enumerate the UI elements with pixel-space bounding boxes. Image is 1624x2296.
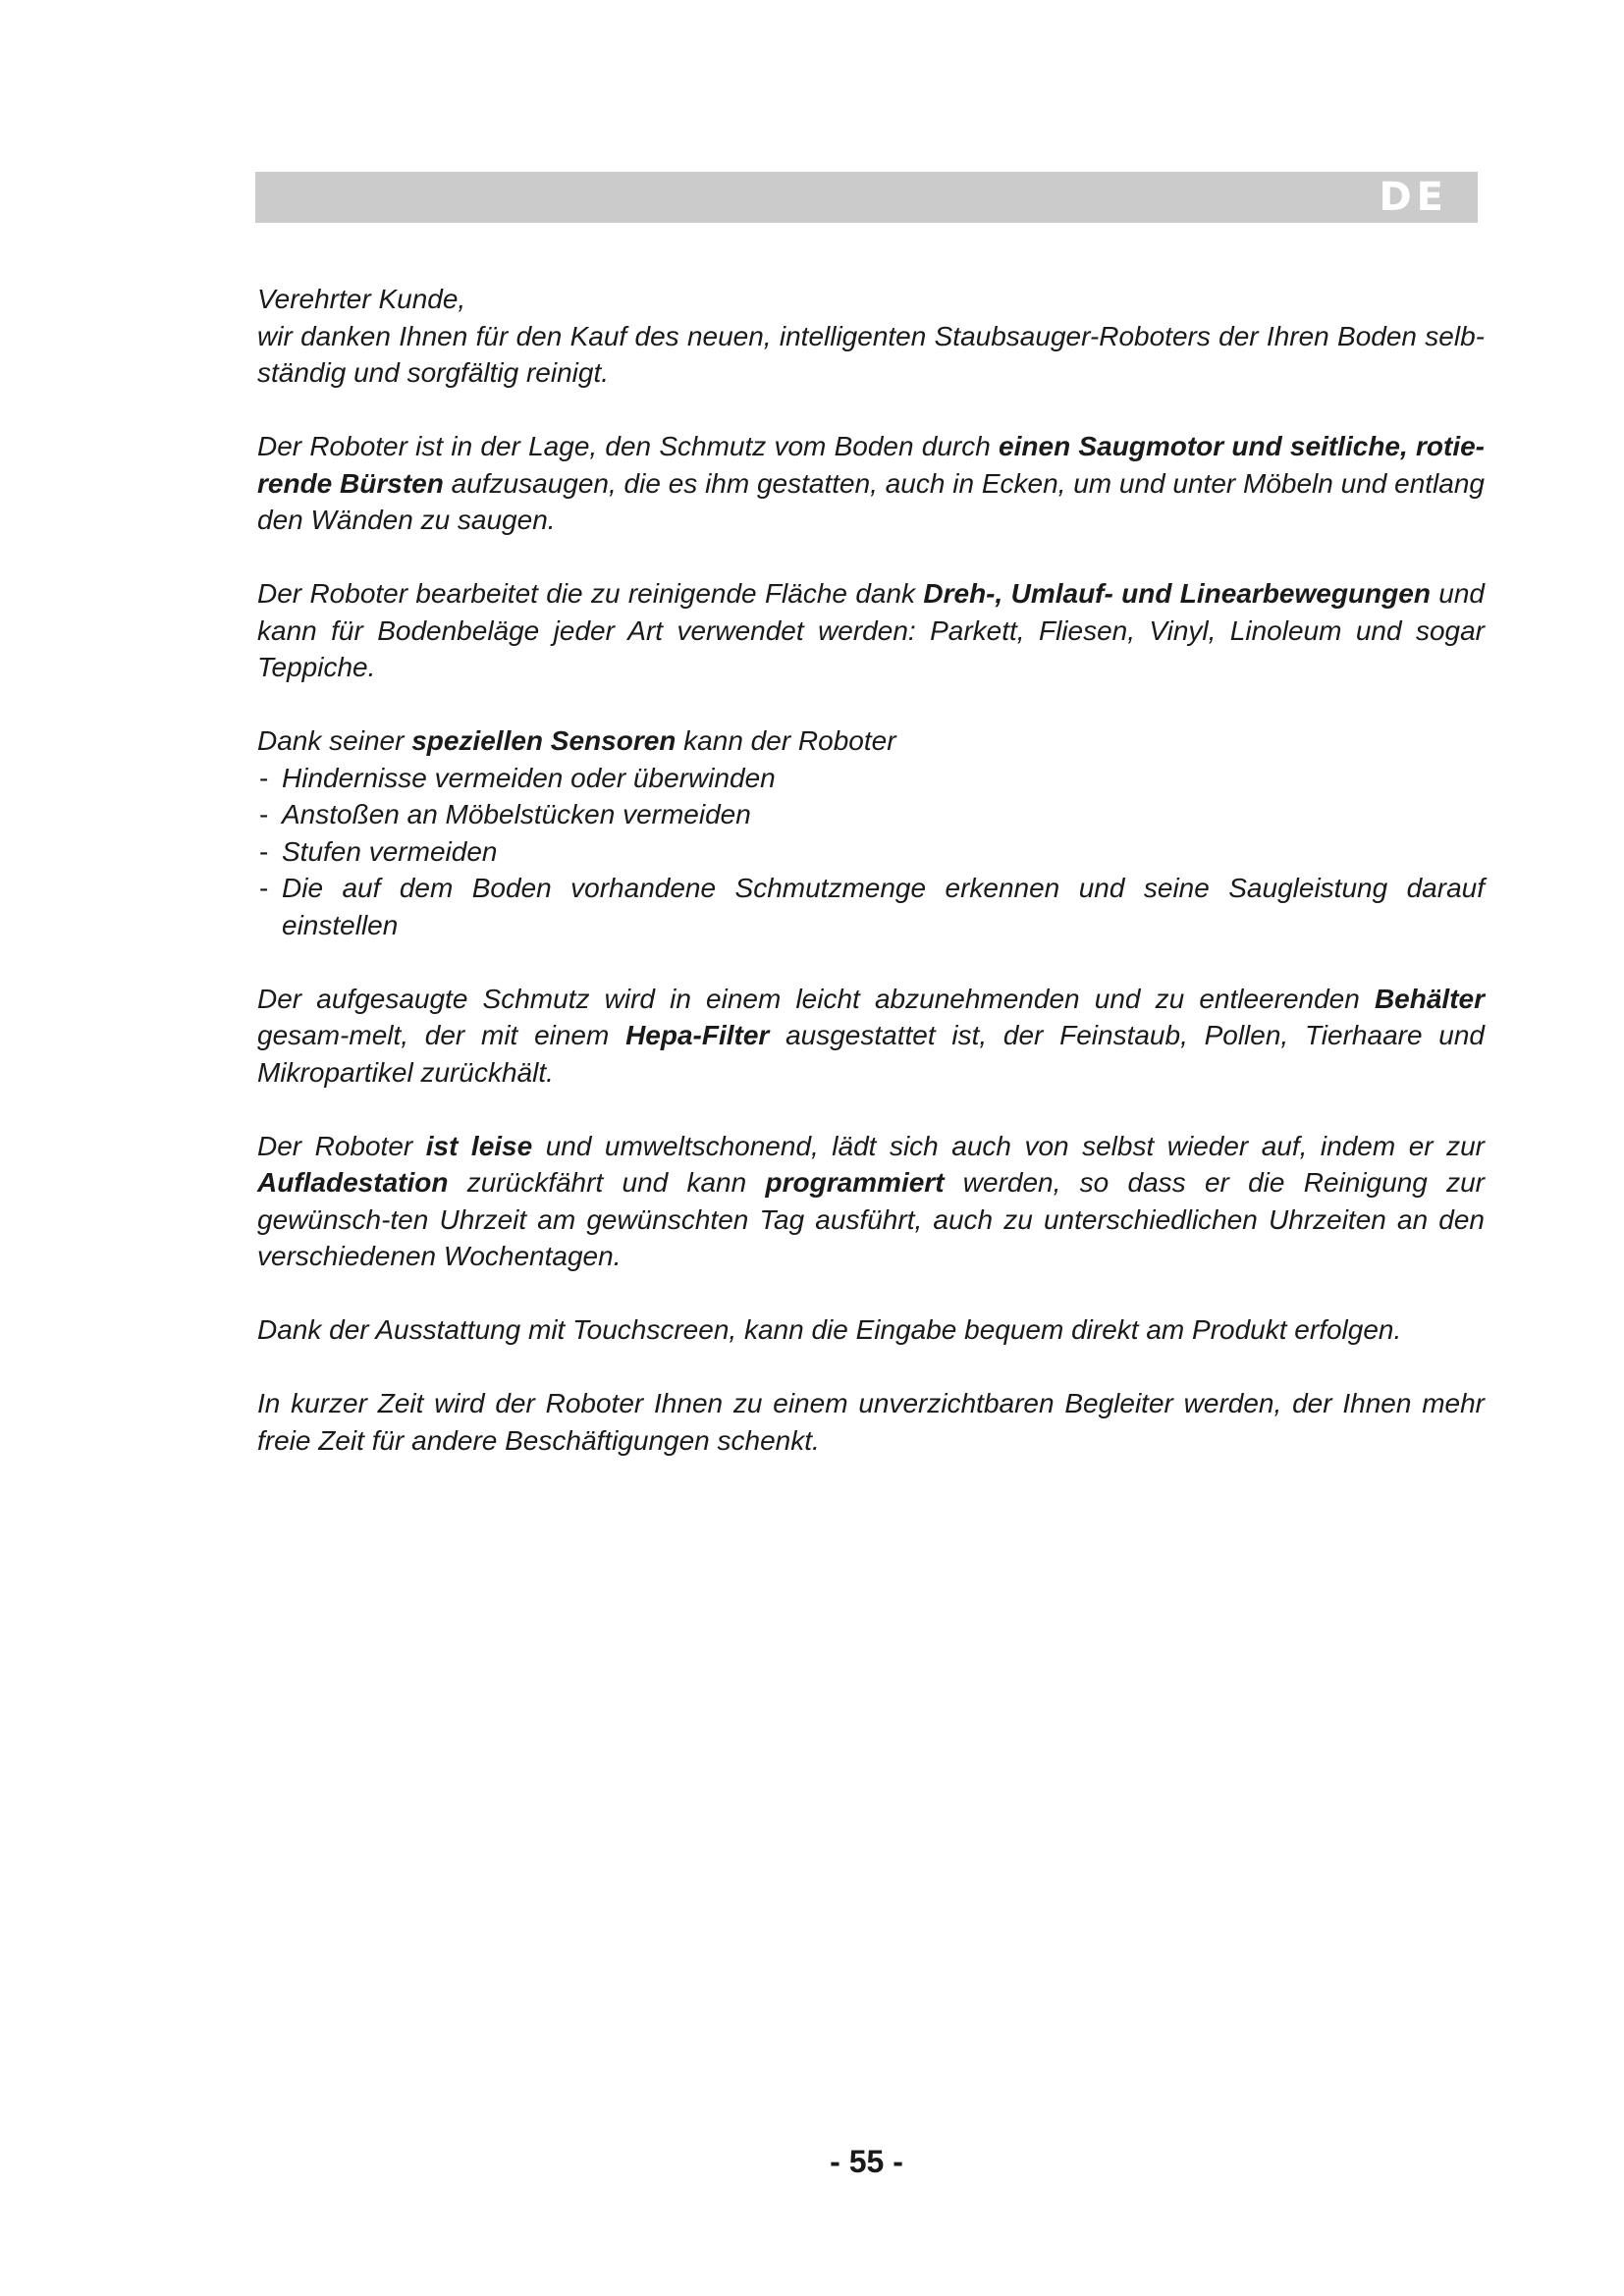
document-body	[257, 281, 1485, 1496]
list-item: - Die auf dem Boden vorhandene Schmutzmenge erkennen und seine Saugleistung darauf einstellen	[257, 870, 1485, 943]
sensor-feature-list	[257, 760, 1485, 944]
list-item: - Anstoßen an Möbelstücken vermeiden	[257, 796, 1485, 833]
language-code: DE	[1379, 175, 1448, 220]
paragraph-charging-programming: Der Roboter ist leise und umweltschonend, lädt sich auch von selbst wieder auf, indem er zur Aufladestation zurückfährt und kann programmiert werden, so dass er die Reinigung zur gewünsch-ten Uhrzeit am gewünschten Tag ausführt, auch zu unterschiedlichen Uhrzeiten an den verschiedenen Wochentagen.	[257, 1130, 1486, 1271]
paragraph-closing: In kurzer Zeit wird der Roboter Ihnen zu einem unverzichtbaren Begleiter werden, der Ihnen mehr freie Zeit für andere Beschäftigungen schenkt.	[257, 1388, 1485, 1456]
list-item: - Stufen vermeiden	[257, 833, 1485, 871]
paragraph-suction: Der Roboter ist in der Lage, den Schmutz vom Boden durch einen Saugmotor und seitliche, rotie-rende Bürsten aufzusaugen, die es ihm gestatten, auch in Ecken, um und unter Möbeln und entlang den Wänden zu saugen.	[257, 431, 1485, 535]
paragraph-movement: Der Roboter bearbeitet die zu reinigende Fläche dank Dreh-, Umlauf- und Linearbewegungen und kann für Bodenbeläge jeder Art verwendet werden: Parkett, Fliesen, Vinyl, Linoleum und sogar Teppiche.	[257, 578, 1485, 682]
list-item: - Hindernisse vermeiden oder überwinden	[257, 760, 1485, 797]
paragraph-touchscreen: Dank der Ausstattung mit Touchscreen, kann die Eingabe bequem direkt am Produkt erfolgen.	[257, 1314, 1402, 1345]
paragraph-intro: wir danken Ihnen für den Kauf des neuen, intelligenten Staubsauger-Roboters der Ihren Boden selb-ständig und sorgfältig reinigt.	[257, 320, 1485, 388]
paragraph-sensors: Dank seiner speziellen Sensoren kann der Roboter	[257, 725, 896, 756]
salutation: Verehrter Kunde,	[257, 284, 466, 314]
paragraph-container-filter: Der aufgesaugte Schmutz wird in einem leicht abzunehmenden und zu entleerenden Behälter gesam-melt, der mit einem Hepa-Filter ausgestattet ist, der Feinstaub, Pollen, Tierhaare und Mikropartikel zurückhält.	[257, 983, 1485, 1088]
page-number: - 55 -	[830, 2144, 903, 2179]
language-header-bar	[255, 172, 1478, 223]
